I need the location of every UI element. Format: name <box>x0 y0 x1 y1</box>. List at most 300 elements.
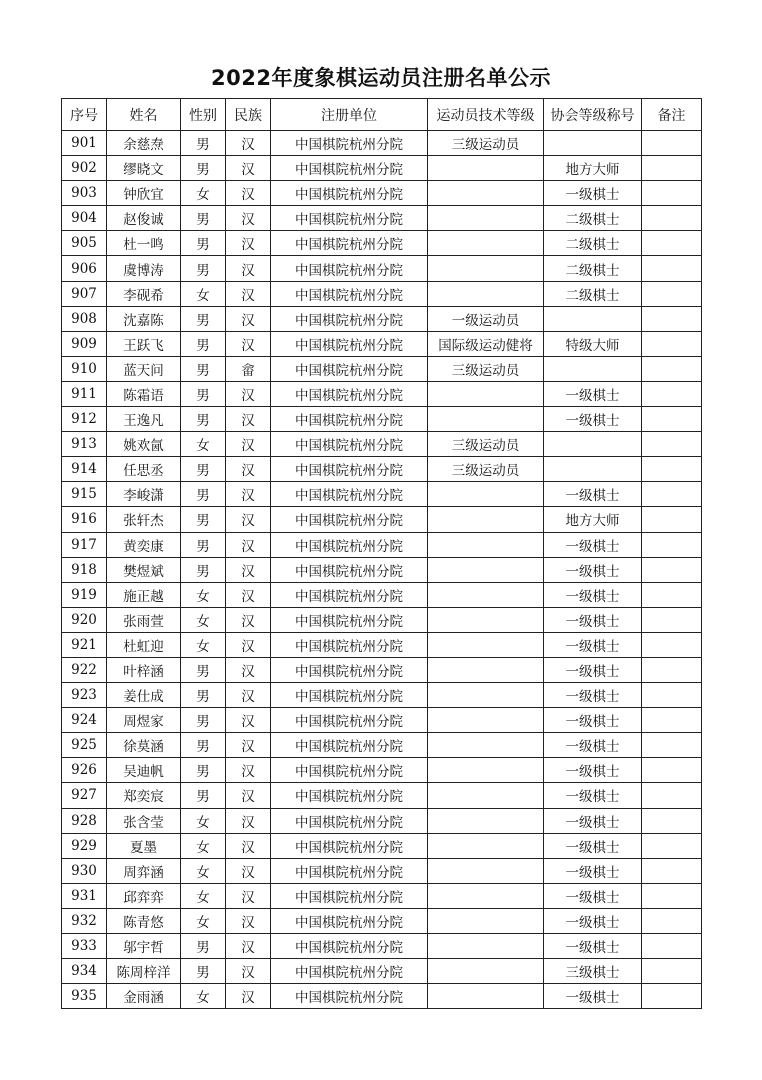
page-title: 2022年度象棋运动员注册名单公示 <box>211 66 551 90</box>
cell-unit: 中国棋院杭州分院 <box>271 206 428 231</box>
cell-remarks <box>642 657 702 682</box>
cell-unit: 中国棋院杭州分院 <box>271 607 428 632</box>
cell-athlete-grade <box>428 657 544 682</box>
cell-athlete-grade: 三级运动员 <box>428 432 544 457</box>
cell-name: 张雨萱 <box>107 607 181 632</box>
table-row <box>62 657 702 682</box>
cell-gender: 女 <box>181 883 226 908</box>
cell-ethnicity: 汉 <box>226 632 271 657</box>
cell-gender: 男 <box>181 381 226 406</box>
cell-association-title: 一级棋士 <box>544 858 642 883</box>
table-header-row <box>62 99 702 131</box>
cell-gender: 男 <box>181 356 226 381</box>
cell-unit: 中国棋院杭州分院 <box>271 482 428 507</box>
cell-ethnicity: 汉 <box>226 808 271 833</box>
cell-index: 912 <box>62 407 107 432</box>
cell-association-title: 地方大师 <box>544 156 642 181</box>
cell-athlete-grade: 三级运动员 <box>428 356 544 381</box>
cell-unit: 中国棋院杭州分院 <box>271 407 428 432</box>
column-header-remarks: 备注 <box>642 99 702 131</box>
cell-remarks <box>642 808 702 833</box>
cell-index: 917 <box>62 532 107 557</box>
cell-gender: 女 <box>181 808 226 833</box>
cell-association-title: 一级棋士 <box>544 657 642 682</box>
cell-athlete-grade <box>428 407 544 432</box>
cell-ethnicity: 汉 <box>226 858 271 883</box>
cell-athlete-grade <box>428 833 544 858</box>
cell-ethnicity: 汉 <box>226 959 271 984</box>
cell-athlete-grade <box>428 984 544 1009</box>
cell-name: 吴迪帆 <box>107 758 181 783</box>
cell-association-title: 一级棋士 <box>544 808 642 833</box>
table-row <box>62 356 702 381</box>
cell-remarks <box>642 131 702 156</box>
table-row <box>62 256 702 281</box>
column-header-name: 姓名 <box>107 99 181 131</box>
cell-association-title: 三级棋士 <box>544 959 642 984</box>
cell-name: 沈嘉陈 <box>107 306 181 331</box>
table-row <box>62 683 702 708</box>
cell-remarks <box>642 256 702 281</box>
cell-unit: 中国棋院杭州分院 <box>271 758 428 783</box>
cell-athlete-grade <box>428 683 544 708</box>
cell-name: 余慈焘 <box>107 131 181 156</box>
cell-gender: 女 <box>181 833 226 858</box>
cell-remarks <box>642 984 702 1009</box>
cell-remarks <box>642 733 702 758</box>
cell-name: 陈周梓洋 <box>107 959 181 984</box>
cell-remarks <box>642 532 702 557</box>
cell-index: 929 <box>62 833 107 858</box>
cell-gender: 男 <box>181 708 226 733</box>
cell-gender: 男 <box>181 507 226 532</box>
table-row <box>62 231 702 256</box>
cell-gender: 男 <box>181 131 226 156</box>
cell-index: 915 <box>62 482 107 507</box>
cell-name: 姜仕成 <box>107 683 181 708</box>
cell-athlete-grade: 国际级运动健将 <box>428 331 544 356</box>
table-row <box>62 131 702 156</box>
cell-gender: 女 <box>181 582 226 607</box>
cell-unit: 中国棋院杭州分院 <box>271 306 428 331</box>
cell-unit: 中国棋院杭州分院 <box>271 934 428 959</box>
cell-name: 杜一鸣 <box>107 231 181 256</box>
cell-index: 933 <box>62 934 107 959</box>
cell-association-title: 特级大师 <box>544 331 642 356</box>
table-row <box>62 934 702 959</box>
cell-ethnicity: 汉 <box>226 582 271 607</box>
registration-table <box>61 98 702 1009</box>
cell-association-title: 一级棋士 <box>544 758 642 783</box>
cell-index: 916 <box>62 507 107 532</box>
cell-unit: 中国棋院杭州分院 <box>271 959 428 984</box>
table-row <box>62 908 702 933</box>
column-header-ethnicity: 民族 <box>226 99 271 131</box>
cell-unit: 中国棋院杭州分院 <box>271 557 428 582</box>
cell-ethnicity: 汉 <box>226 883 271 908</box>
cell-ethnicity: 汉 <box>226 306 271 331</box>
cell-ethnicity: 汉 <box>226 607 271 632</box>
cell-athlete-grade <box>428 156 544 181</box>
cell-athlete-grade <box>428 281 544 306</box>
cell-remarks <box>642 356 702 381</box>
cell-gender: 女 <box>181 858 226 883</box>
cell-ethnicity: 汉 <box>226 908 271 933</box>
cell-gender: 男 <box>181 156 226 181</box>
cell-association-title: 一级棋士 <box>544 733 642 758</box>
cell-name: 张含莹 <box>107 808 181 833</box>
cell-gender: 男 <box>181 683 226 708</box>
table-row <box>62 607 702 632</box>
cell-index: 922 <box>62 657 107 682</box>
cell-athlete-grade <box>428 557 544 582</box>
table-row <box>62 181 702 206</box>
cell-index: 907 <box>62 281 107 306</box>
cell-index: 935 <box>62 984 107 1009</box>
cell-index: 923 <box>62 683 107 708</box>
table-row <box>62 532 702 557</box>
cell-unit: 中国棋院杭州分院 <box>271 356 428 381</box>
column-header-index: 序号 <box>62 99 107 131</box>
cell-remarks <box>642 457 702 482</box>
cell-gender: 女 <box>181 281 226 306</box>
cell-name: 缪晓文 <box>107 156 181 181</box>
cell-unit: 中国棋院杭州分院 <box>271 984 428 1009</box>
cell-gender: 女 <box>181 984 226 1009</box>
cell-gender: 男 <box>181 407 226 432</box>
cell-index: 920 <box>62 607 107 632</box>
cell-index: 905 <box>62 231 107 256</box>
table-row <box>62 156 702 181</box>
cell-unit: 中国棋院杭州分院 <box>271 181 428 206</box>
cell-association-title <box>544 356 642 381</box>
cell-gender: 男 <box>181 331 226 356</box>
table-row <box>62 306 702 331</box>
cell-index: 918 <box>62 557 107 582</box>
table-row <box>62 708 702 733</box>
cell-index: 909 <box>62 331 107 356</box>
cell-gender: 男 <box>181 231 226 256</box>
table-row <box>62 858 702 883</box>
cell-athlete-grade <box>428 959 544 984</box>
cell-remarks <box>642 833 702 858</box>
cell-association-title: 一级棋士 <box>544 783 642 808</box>
cell-association-title: 二级棋士 <box>544 231 642 256</box>
cell-name: 郑奕宸 <box>107 783 181 808</box>
cell-ethnicity: 汉 <box>226 984 271 1009</box>
cell-association-title: 一级棋士 <box>544 582 642 607</box>
cell-unit: 中国棋院杭州分院 <box>271 908 428 933</box>
cell-index: 903 <box>62 181 107 206</box>
cell-gender: 女 <box>181 607 226 632</box>
cell-name: 夏墨 <box>107 833 181 858</box>
cell-name: 李峻潇 <box>107 482 181 507</box>
cell-index: 919 <box>62 582 107 607</box>
cell-remarks <box>642 181 702 206</box>
cell-unit: 中国棋院杭州分院 <box>271 331 428 356</box>
cell-unit: 中国棋院杭州分院 <box>271 683 428 708</box>
cell-remarks <box>642 632 702 657</box>
cell-association-title <box>544 131 642 156</box>
cell-name: 金雨涵 <box>107 984 181 1009</box>
cell-unit: 中国棋院杭州分院 <box>271 657 428 682</box>
cell-association-title: 二级棋士 <box>544 256 642 281</box>
cell-unit: 中国棋院杭州分院 <box>271 833 428 858</box>
cell-unit: 中国棋院杭州分院 <box>271 582 428 607</box>
cell-ethnicity: 汉 <box>226 281 271 306</box>
cell-gender: 男 <box>181 783 226 808</box>
cell-index: 921 <box>62 632 107 657</box>
cell-athlete-grade <box>428 632 544 657</box>
cell-index: 902 <box>62 156 107 181</box>
cell-association-title: 地方大师 <box>544 507 642 532</box>
cell-association-title: 一级棋士 <box>544 934 642 959</box>
table-row <box>62 381 702 406</box>
cell-ethnicity: 汉 <box>226 331 271 356</box>
cell-gender: 男 <box>181 457 226 482</box>
cell-gender: 女 <box>181 632 226 657</box>
cell-unit: 中国棋院杭州分院 <box>271 507 428 532</box>
cell-ethnicity: 汉 <box>226 758 271 783</box>
cell-index: 906 <box>62 256 107 281</box>
cell-athlete-grade <box>428 532 544 557</box>
cell-unit: 中国棋院杭州分院 <box>271 381 428 406</box>
cell-remarks <box>642 557 702 582</box>
table-row <box>62 407 702 432</box>
cell-ethnicity: 汉 <box>226 708 271 733</box>
cell-athlete-grade <box>428 482 544 507</box>
cell-unit: 中国棋院杭州分院 <box>271 532 428 557</box>
cell-athlete-grade: 三级运动员 <box>428 131 544 156</box>
table-body <box>62 131 702 1009</box>
cell-remarks <box>642 306 702 331</box>
cell-remarks <box>642 934 702 959</box>
cell-ethnicity: 汉 <box>226 557 271 582</box>
cell-association-title: 一级棋士 <box>544 532 642 557</box>
cell-ethnicity: 汉 <box>226 934 271 959</box>
cell-gender: 男 <box>181 959 226 984</box>
cell-index: 924 <box>62 708 107 733</box>
cell-index: 926 <box>62 758 107 783</box>
cell-gender: 男 <box>181 657 226 682</box>
cell-unit: 中国棋院杭州分院 <box>271 733 428 758</box>
cell-remarks <box>642 281 702 306</box>
cell-unit: 中国棋院杭州分院 <box>271 457 428 482</box>
cell-ethnicity: 汉 <box>226 156 271 181</box>
cell-ethnicity: 汉 <box>226 181 271 206</box>
cell-unit: 中国棋院杭州分院 <box>271 256 428 281</box>
cell-name: 张轩杰 <box>107 507 181 532</box>
cell-name: 徐莫涵 <box>107 733 181 758</box>
cell-remarks <box>642 959 702 984</box>
cell-gender: 男 <box>181 934 226 959</box>
cell-gender: 男 <box>181 206 226 231</box>
cell-name: 钟欣宜 <box>107 181 181 206</box>
cell-index: 925 <box>62 733 107 758</box>
table-row <box>62 281 702 306</box>
cell-ethnicity: 汉 <box>226 381 271 406</box>
cell-association-title: 一级棋士 <box>544 607 642 632</box>
cell-ethnicity: 汉 <box>226 657 271 682</box>
cell-association-title: 一级棋士 <box>544 632 642 657</box>
cell-association-title: 一级棋士 <box>544 883 642 908</box>
cell-athlete-grade <box>428 783 544 808</box>
cell-remarks <box>642 708 702 733</box>
table-row <box>62 482 702 507</box>
cell-name: 施正越 <box>107 582 181 607</box>
cell-ethnicity: 汉 <box>226 733 271 758</box>
cell-athlete-grade: 三级运动员 <box>428 457 544 482</box>
cell-index: 934 <box>62 959 107 984</box>
cell-ethnicity: 汉 <box>226 507 271 532</box>
cell-name: 蓝天问 <box>107 356 181 381</box>
cell-athlete-grade <box>428 733 544 758</box>
table-row <box>62 833 702 858</box>
cell-remarks <box>642 683 702 708</box>
cell-association-title: 一级棋士 <box>544 381 642 406</box>
cell-gender: 男 <box>181 256 226 281</box>
cell-association-title <box>544 432 642 457</box>
cell-gender: 男 <box>181 306 226 331</box>
cell-index: 932 <box>62 908 107 933</box>
cell-athlete-grade <box>428 181 544 206</box>
cell-unit: 中国棋院杭州分院 <box>271 156 428 181</box>
cell-gender: 女 <box>181 908 226 933</box>
cell-unit: 中国棋院杭州分院 <box>271 858 428 883</box>
cell-index: 931 <box>62 883 107 908</box>
cell-name: 李砚希 <box>107 281 181 306</box>
cell-athlete-grade <box>428 582 544 607</box>
cell-gender: 女 <box>181 181 226 206</box>
cell-ethnicity: 汉 <box>226 256 271 281</box>
cell-ethnicity: 汉 <box>226 783 271 808</box>
cell-association-title: 一级棋士 <box>544 482 642 507</box>
cell-ethnicity: 汉 <box>226 532 271 557</box>
cell-athlete-grade <box>428 808 544 833</box>
cell-name: 姚欢氤 <box>107 432 181 457</box>
cell-unit: 中国棋院杭州分院 <box>271 708 428 733</box>
cell-association-title <box>544 457 642 482</box>
cell-athlete-grade <box>428 758 544 783</box>
cell-athlete-grade <box>428 206 544 231</box>
table-row <box>62 733 702 758</box>
cell-ethnicity: 汉 <box>226 457 271 482</box>
cell-name: 王跃飞 <box>107 331 181 356</box>
cell-association-title <box>544 306 642 331</box>
cell-athlete-grade <box>428 883 544 908</box>
cell-name: 樊煜斌 <box>107 557 181 582</box>
table-row <box>62 783 702 808</box>
column-header-unit: 注册单位 <box>271 99 428 131</box>
cell-index: 914 <box>62 457 107 482</box>
cell-remarks <box>642 206 702 231</box>
cell-association-title: 一级棋士 <box>544 557 642 582</box>
cell-ethnicity: 汉 <box>226 683 271 708</box>
cell-athlete-grade <box>428 607 544 632</box>
cell-remarks <box>642 507 702 532</box>
cell-name: 虞博涛 <box>107 256 181 281</box>
cell-remarks <box>642 231 702 256</box>
cell-index: 901 <box>62 131 107 156</box>
cell-gender: 女 <box>181 432 226 457</box>
cell-ethnicity: 汉 <box>226 482 271 507</box>
cell-athlete-grade: 一级运动员 <box>428 306 544 331</box>
cell-gender: 男 <box>181 758 226 783</box>
cell-ethnicity: 畲 <box>226 356 271 381</box>
cell-index: 908 <box>62 306 107 331</box>
table-row <box>62 959 702 984</box>
cell-index: 911 <box>62 381 107 406</box>
table-row <box>62 984 702 1009</box>
cell-remarks <box>642 407 702 432</box>
cell-name: 杜虹迎 <box>107 632 181 657</box>
cell-unit: 中国棋院杭州分院 <box>271 783 428 808</box>
cell-index: 910 <box>62 356 107 381</box>
cell-ethnicity: 汉 <box>226 407 271 432</box>
cell-association-title: 一级棋士 <box>544 181 642 206</box>
cell-athlete-grade <box>428 858 544 883</box>
cell-index: 913 <box>62 432 107 457</box>
table-row <box>62 758 702 783</box>
cell-unit: 中国棋院杭州分院 <box>271 632 428 657</box>
table-row <box>62 808 702 833</box>
column-header-association-title: 协会等级称号 <box>544 99 642 131</box>
cell-ethnicity: 汉 <box>226 833 271 858</box>
cell-unit: 中国棋院杭州分院 <box>271 131 428 156</box>
cell-association-title: 一级棋士 <box>544 407 642 432</box>
cell-name: 陈霜语 <box>107 381 181 406</box>
cell-index: 928 <box>62 808 107 833</box>
cell-ethnicity: 汉 <box>226 432 271 457</box>
cell-gender: 男 <box>181 482 226 507</box>
cell-athlete-grade <box>428 507 544 532</box>
cell-association-title: 一级棋士 <box>544 984 642 1009</box>
cell-remarks <box>642 783 702 808</box>
cell-athlete-grade <box>428 231 544 256</box>
cell-name: 任思丞 <box>107 457 181 482</box>
cell-remarks <box>642 607 702 632</box>
cell-name: 周煜家 <box>107 708 181 733</box>
cell-unit: 中国棋院杭州分院 <box>271 808 428 833</box>
cell-unit: 中国棋院杭州分院 <box>271 432 428 457</box>
table-row <box>62 883 702 908</box>
cell-name: 叶梓涵 <box>107 657 181 682</box>
cell-gender: 男 <box>181 733 226 758</box>
cell-athlete-grade <box>428 908 544 933</box>
cell-remarks <box>642 381 702 406</box>
cell-ethnicity: 汉 <box>226 131 271 156</box>
cell-index: 904 <box>62 206 107 231</box>
cell-name: 邬宇哲 <box>107 934 181 959</box>
cell-association-title: 一级棋士 <box>544 683 642 708</box>
cell-association-title: 一级棋士 <box>544 908 642 933</box>
table-row <box>62 632 702 657</box>
cell-name: 陈青悠 <box>107 908 181 933</box>
cell-gender: 男 <box>181 557 226 582</box>
cell-ethnicity: 汉 <box>226 231 271 256</box>
column-header-athlete-grade: 运动员技术等级 <box>428 99 544 131</box>
table-row <box>62 206 702 231</box>
cell-remarks <box>642 582 702 607</box>
cell-athlete-grade <box>428 708 544 733</box>
cell-index: 930 <box>62 858 107 883</box>
cell-association-title: 一级棋士 <box>544 708 642 733</box>
cell-remarks <box>642 482 702 507</box>
cell-name: 黄奕康 <box>107 532 181 557</box>
cell-remarks <box>642 908 702 933</box>
cell-gender: 男 <box>181 532 226 557</box>
cell-athlete-grade <box>428 256 544 281</box>
